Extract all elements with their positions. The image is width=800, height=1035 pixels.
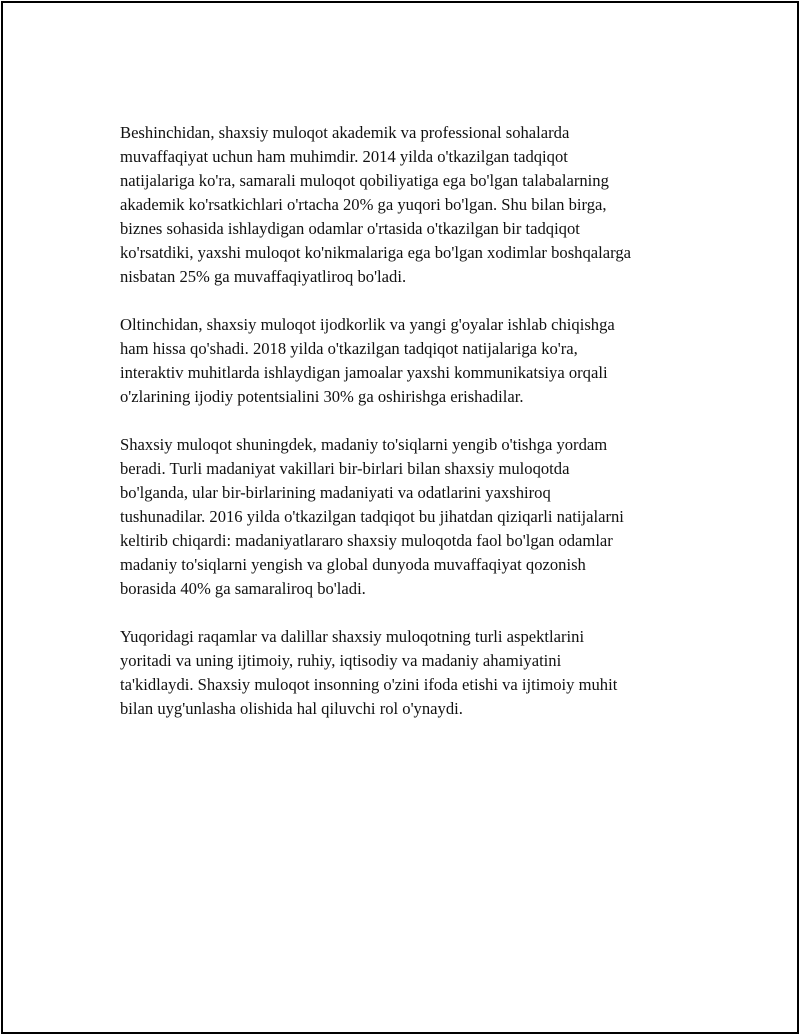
text-line: ham hissa qo'shadi. 2018 yilda o'tkazilgan tadqiqot natijalariga ko'ra,: [120, 339, 578, 358]
text-line: ta'kidlaydi. Shaxsiy muloqot insonning o'zini ifoda etishi va ijtimoiy muhit: [120, 675, 618, 694]
text-line: interaktiv muhitlarda ishlaydigan jamoalar yaxshi kommunikatsiya orqali: [120, 363, 608, 382]
text-line: akademik ko'rsatkichlari o'rtacha 20% ga yuqori bo'lgan. Shu bilan birga,: [120, 195, 607, 214]
paragraph-2: [120, 313, 695, 409]
text-line: beradi. Turli madaniyat vakillari bir-birlari bilan shaxsiy muloqotda: [120, 459, 570, 478]
text-line: yoritadi va uning ijtimoiy, ruhiy, iqtisodiy va madaniy ahamiyatini: [120, 651, 562, 670]
text-line: Yuqoridagi raqamlar va dalillar shaxsiy muloqotning turli aspektlarini: [120, 627, 585, 646]
text-line: nisbatan 25% ga muvaffaqiyatliroq bo'ladi.: [120, 267, 407, 286]
text-line: Shaxsiy muloqot shuningdek, madaniy to'siqlarni yengib o'tishga yordam: [120, 435, 608, 454]
paragraph-1: [120, 121, 695, 289]
text-line: borasida 40% ga samaraliroq bo'ladi.: [120, 579, 366, 598]
text-line: keltirib chiqardi: madaniyatlararo shaxsiy muloqotda faol bo'lgan odamlar: [120, 531, 613, 550]
text-line: bo'lganda, ular bir-birlarining madaniyati va odatlarini yaxshiroq: [120, 483, 551, 502]
paragraph-4: [120, 625, 695, 721]
text-line: ko'rsatdiki, yaxshi muloqot ko'nikmalariga ega bo'lgan xodimlar boshqalarga: [120, 243, 631, 262]
text-line: Beshinchidan, shaxsiy muloqot akademik va professional sohalarda: [120, 123, 570, 142]
text-line: madaniy to'siqlarni yengish va global dunyoda muvaffaqiyat qozonish: [120, 555, 586, 574]
text-line: Oltinchidan, shaxsiy muloqot ijodkorlik va yangi g'oyalar ishlab chiqishga: [120, 315, 615, 334]
text-line: muvaffaqiyat uchun ham muhimdir. 2014 yilda o'tkazilgan tadqiqot: [120, 147, 568, 166]
document-page: [1, 1, 799, 1034]
text-line: biznes sohasida ishlaydigan odamlar o'rtasida o'tkazilgan bir tadqiqot: [120, 219, 580, 238]
text-line: natijalariga ko'ra, samarali muloqot qobiliyatiga ega bo'lgan talabalarning: [120, 171, 609, 190]
document-body: [120, 121, 695, 745]
text-line: o'zlarining ijodiy potentsialini 30% ga oshirishga erishadilar.: [120, 387, 524, 406]
text-line: tushunadilar. 2016 yilda o'tkazilgan tadqiqot bu jihatdan qiziqarli natijalarni: [120, 507, 624, 526]
text-line: bilan uyg'unlasha olishida hal qiluvchi rol o'ynaydi.: [120, 699, 463, 718]
paragraph-3: [120, 433, 695, 601]
